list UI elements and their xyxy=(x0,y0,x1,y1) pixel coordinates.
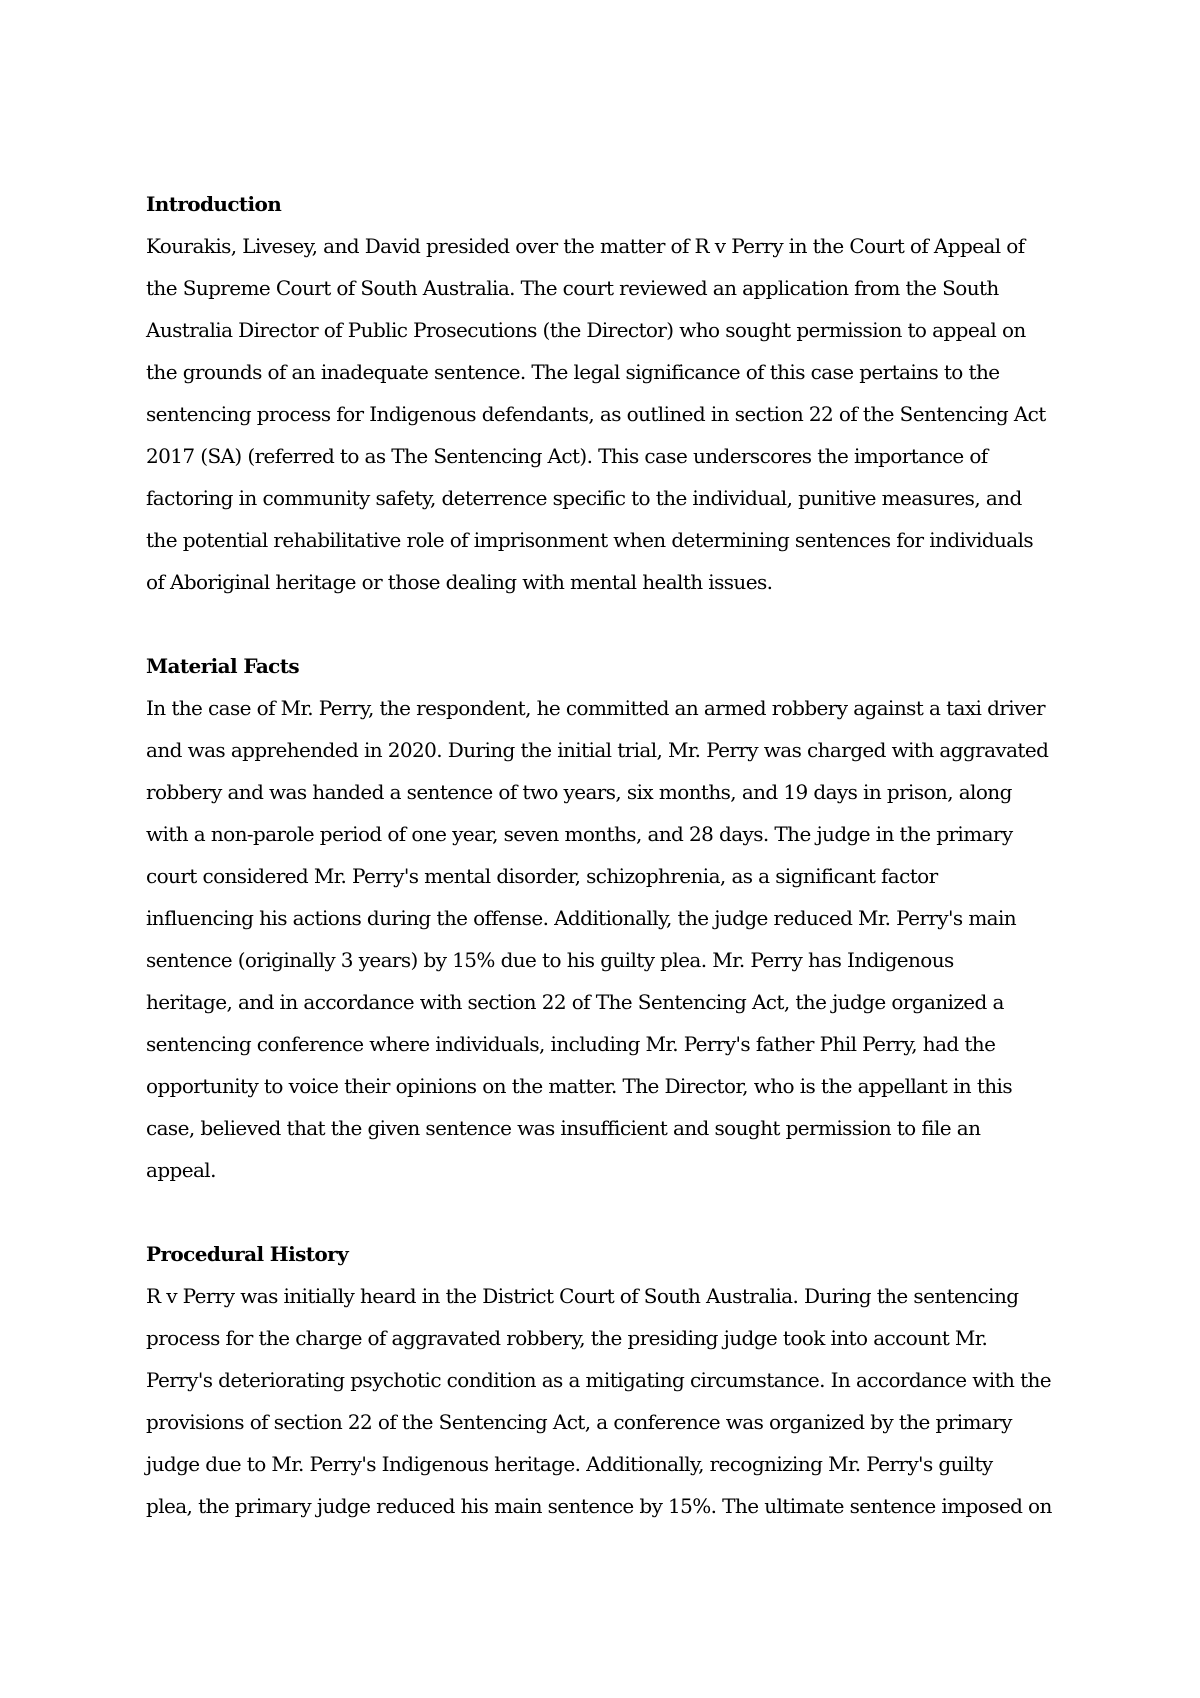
paragraph-line: robbery and was handed a sentence of two years, six months, and 19 days in prison, along xyxy=(146,780,1012,804)
section-heading: Procedural History xyxy=(146,1242,349,1266)
paragraph-line: court considered Mr. Perry's mental disorder, schizophrenia, as a significant factor xyxy=(146,864,938,888)
paragraph-line: Kourakis, Livesey, and David presided over the matter of R v Perry in the Court of Appeal of xyxy=(146,234,1025,258)
paragraph-line: with a non-parole period of one year, seven months, and 28 days. The judge in the primary xyxy=(146,822,1013,846)
paragraph-line: sentencing conference where individuals, including Mr. Perry's father Phil Perry, had the xyxy=(146,1032,996,1056)
section-material-facts xyxy=(146,645,1061,1191)
paragraph-line: sentence (originally 3 years) by 15% due to his guilty plea. Mr. Perry has Indigenous xyxy=(146,948,954,972)
paragraph-line: factoring in community safety, deterrence specific to the individual, punitive measures, and xyxy=(146,486,1022,510)
paragraph-line: judge due to Mr. Perry's Indigenous heritage. Additionally, recognizing Mr. Perry's guilty xyxy=(146,1452,993,1476)
document-body xyxy=(146,183,1061,1569)
paragraph-line: sentencing process for Indigenous defendants, as outlined in section 22 of the Sentencing Act xyxy=(146,402,1046,426)
paragraph-line: R v Perry was initially heard in the District Court of South Australia. During the sentencing xyxy=(146,1284,1019,1308)
paragraph-line: 2017 (SA) (referred to as The Sentencing Act). This case underscores the importance of xyxy=(146,444,988,468)
paragraph-line: influencing his actions during the offense. Additionally, the judge reduced Mr. Perry's main xyxy=(146,906,1017,930)
paragraph-line: provisions of section 22 of the Sentencing Act, a conference was organized by the primary xyxy=(146,1410,1012,1434)
section-heading: Material Facts xyxy=(146,654,300,678)
section-introduction xyxy=(146,183,1061,603)
paragraph-line: heritage, and in accordance with section 22 of The Sentencing Act, the judge organized a xyxy=(146,990,1004,1014)
paragraph-line: plea, the primary judge reduced his main sentence by 15%. The ultimate sentence imposed on xyxy=(146,1494,1052,1518)
paragraph-line: In the case of Mr. Perry, the respondent, he committed an armed robbery against a taxi driver xyxy=(146,696,1045,720)
paragraph-line: the Supreme Court of South Australia. The court reviewed an application from the South xyxy=(146,276,999,300)
paragraph-line: the grounds of an inadequate sentence. The legal significance of this case pertains to the xyxy=(146,360,1000,384)
section-heading: Introduction xyxy=(146,192,282,216)
paragraph-line: Perry's deteriorating psychotic condition as a mitigating circumstance. In accordance with the xyxy=(146,1368,1052,1392)
paragraph-line: opportunity to voice their opinions on the matter. The Director, who is the appellant in this xyxy=(146,1074,1012,1098)
paragraph-line: appeal. xyxy=(146,1158,216,1182)
paragraph-line: case, believed that the given sentence was insufficient and sought permission to file an xyxy=(146,1116,981,1140)
paragraph-line: and was apprehended in 2020. During the initial trial, Mr. Perry was charged with aggravated xyxy=(146,738,1049,762)
section-procedural-history xyxy=(146,1233,1061,1527)
paragraph-line: process for the charge of aggravated robbery, the presiding judge took into account Mr. xyxy=(146,1326,988,1350)
paragraph-line: Australia Director of Public Prosecutions (the Director) who sought permission to appeal on xyxy=(146,318,1026,342)
paragraph-line: of Aboriginal heritage or those dealing with mental health issues. xyxy=(146,570,773,594)
paragraph-line: the potential rehabilitative role of imprisonment when determining sentences for individuals xyxy=(146,528,1034,552)
